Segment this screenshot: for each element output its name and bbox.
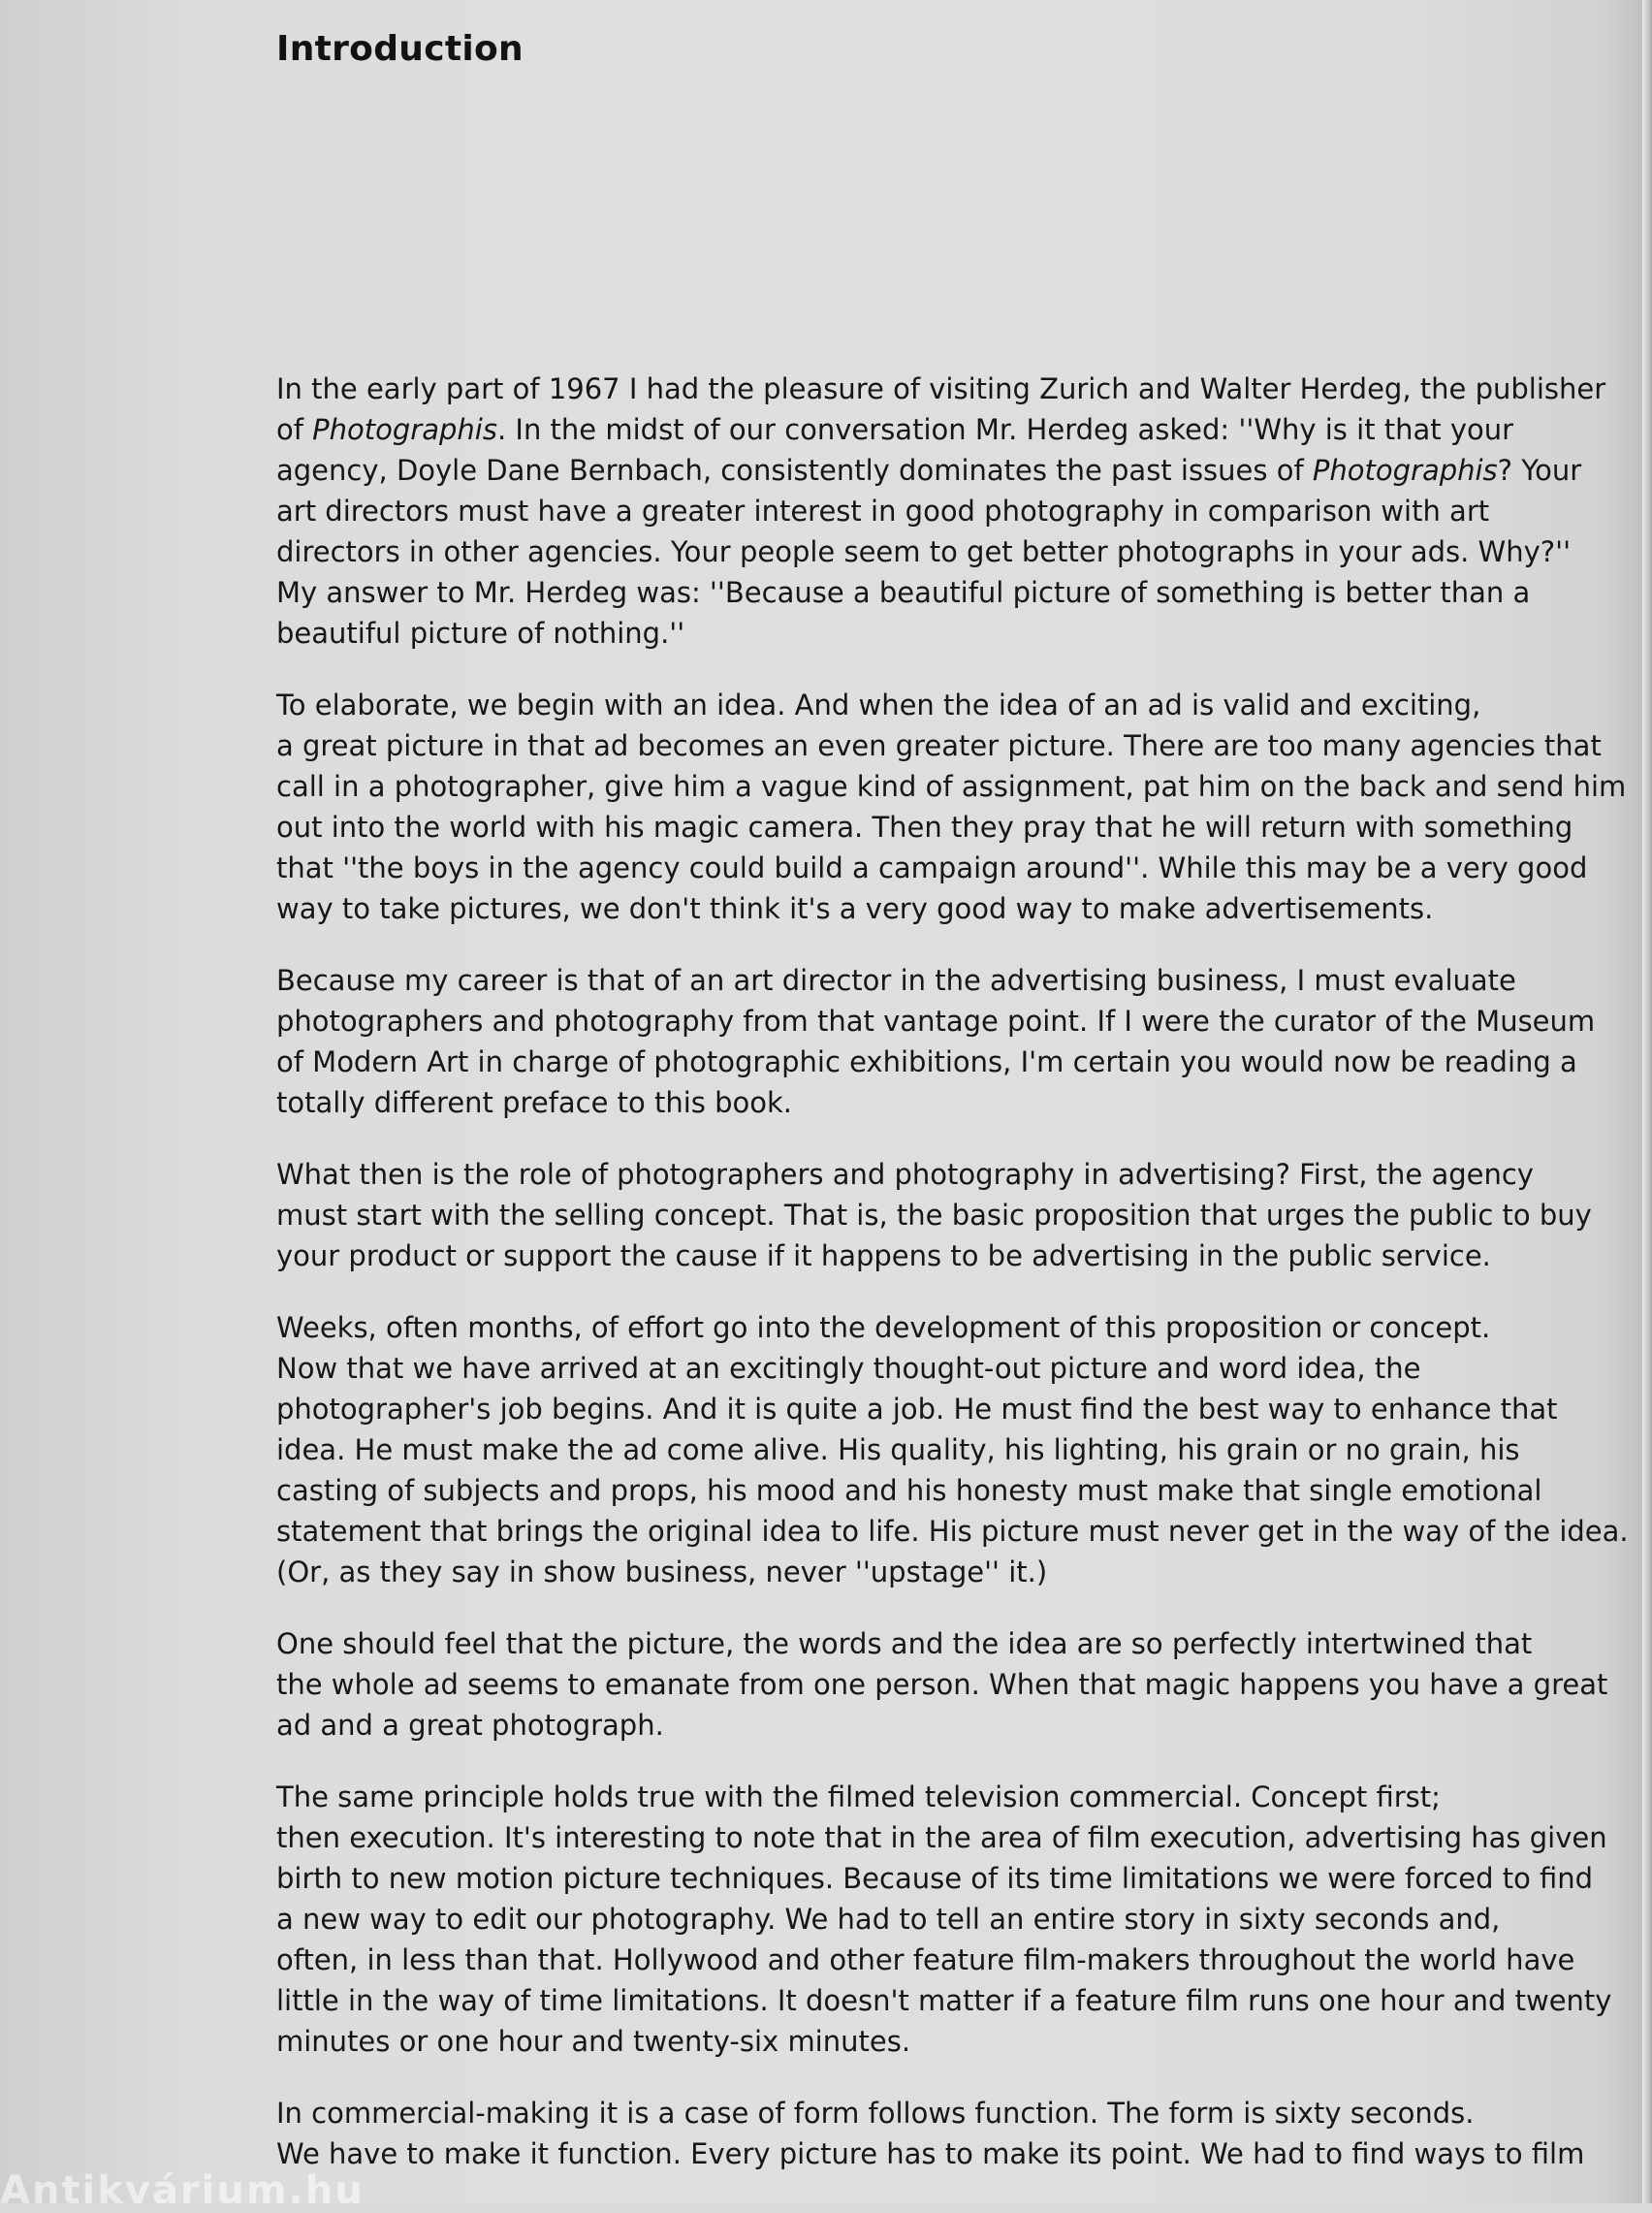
paragraph <box>276 1154 1595 1276</box>
text-line: beautiful picture of nothing.'' <box>276 617 685 650</box>
text-line: birth to new motion picture techniques. Because of its time limitations we were forced to find <box>276 1862 1594 1895</box>
text-line: casting of subjects and props, his mood and his honesty must make that single emotional <box>276 1474 1542 1507</box>
text-line: statement that brings the original idea to life. His picture must never get in the way of the idea. <box>276 1515 1629 1548</box>
text-line: What then is the role of photographers and photography in advertising? First, the agency <box>276 1158 1534 1191</box>
text-line: We have to make it function. Every picture has to make its point. We had to find ways to film <box>276 2137 1585 2170</box>
text-line: agency, Doyle Dane Bernbach, consistently dominates the past issues of Photographis? Your <box>276 454 1582 487</box>
text-line: art directors must have a greater interest in good photography in comparison with art <box>276 495 1490 528</box>
text-line: directors in other agencies. Your people seem to get better photographs in your ads. Why?'' <box>276 535 1572 568</box>
text-line: photographer's job begins. And it is quite a job. He must find the best way to enhance that <box>276 1393 1558 1426</box>
text-line: minutes or one hour and twenty-six minutes. <box>276 2025 911 2058</box>
paragraph <box>276 1777 1612 2062</box>
text-line: (Or, as they say in show business, never ''upstage'' it.) <box>276 1556 1048 1588</box>
paragraph <box>276 1307 1629 1592</box>
text-line: then execution. It's interesting to note that in the area of film execution, advertising has given <box>276 1821 1607 1854</box>
text-line: In the early part of 1967 I had the pleasure of visiting Zurich and Walter Herdeg, the publisher <box>276 372 1606 405</box>
page-title: Introduction <box>276 29 524 69</box>
text-line: little in the way of time limitations. It doesn't matter if a feature film runs one hour and twenty <box>276 1984 1612 2017</box>
text-line: call in a photographer, give him a vague kind of assignment, pat him on the back and send him <box>276 770 1627 803</box>
text-line: One should feel that the picture, the words and the idea are so perfectly intertwined that <box>276 1627 1533 1660</box>
paragraph <box>276 369 1606 654</box>
text-line: your product or support the cause if it happens to be advertising in the public service. <box>276 1239 1491 1272</box>
watermark: Antikvárium.hu <box>0 2168 365 2213</box>
text-line: Now that we have arrived at an excitingly thought-out picture and word idea, the <box>276 1352 1421 1385</box>
text-line: ad and a great photograph. <box>276 1709 664 1742</box>
paragraph <box>276 1623 1608 1746</box>
text-line: Because my career is that of an art director in the advertising business, I must evaluate <box>276 964 1516 997</box>
text-line: of Photographis. In the midst of our conversation Mr. Herdeg asked: ''Why is it that your <box>276 413 1514 446</box>
text-line: way to take pictures, we don't think it's a very good way to make advertisements. <box>276 892 1434 925</box>
text-line: Weeks, often months, of effort go into the development of this proposition or concept. <box>276 1311 1491 1344</box>
text-line: My answer to Mr. Herdeg was: ''Because a beautiful picture of something is better than a <box>276 576 1531 609</box>
paragraph <box>276 2093 1595 2174</box>
text-line: To elaborate, we begin with an idea. And when the idea of an ad is valid and exciting, <box>276 689 1481 722</box>
text-line: photographers and photography from that vantage point. If I were the curator of the Museum <box>276 1005 1596 1038</box>
text-line: the whole ad seems to emanate from one person. When that magic happens you have a great <box>276 1668 1608 1701</box>
paragraph <box>276 960 1595 1123</box>
publication-title: Photographis <box>1312 454 1498 487</box>
text-line: out into the world with his magic camera. Then they pray that he will return with something <box>276 811 1573 844</box>
text-line: that ''the boys in the agency could build a campaign around''. While this may be a very good <box>276 851 1588 884</box>
text-line: idea. He must make the ad come alive. His quality, his lighting, his grain or no grain, his <box>276 1433 1520 1466</box>
text-line: must start with the selling concept. That is, the basic proposition that urges the public to buy <box>276 1199 1592 1232</box>
page-edge-shadow <box>1642 0 1652 2203</box>
text-line: of Modern Art in charge of photographic exhibitions, I'm certain you would now be reading a <box>276 1045 1577 1078</box>
publication-title: Photographis <box>312 413 497 446</box>
text-line: In commercial-making it is a case of form follows function. The form is sixty seconds. <box>276 2097 1475 2130</box>
body-text <box>276 369 1629 2205</box>
text-line: a great picture in that ad becomes an even greater picture. There are too many agencies that <box>276 729 1602 762</box>
paragraph <box>276 685 1627 929</box>
text-line: a new way to edit our photography. We had to tell an entire story in sixty seconds and, <box>276 1903 1501 1936</box>
text-line: often, in less than that. Hollywood and other feature film-makers throughout the world have <box>276 1943 1575 1976</box>
text-line: The same principle holds true with the filmed television commercial. Concept first; <box>276 1780 1441 1813</box>
text-line: totally different preface to this book. <box>276 1086 793 1119</box>
